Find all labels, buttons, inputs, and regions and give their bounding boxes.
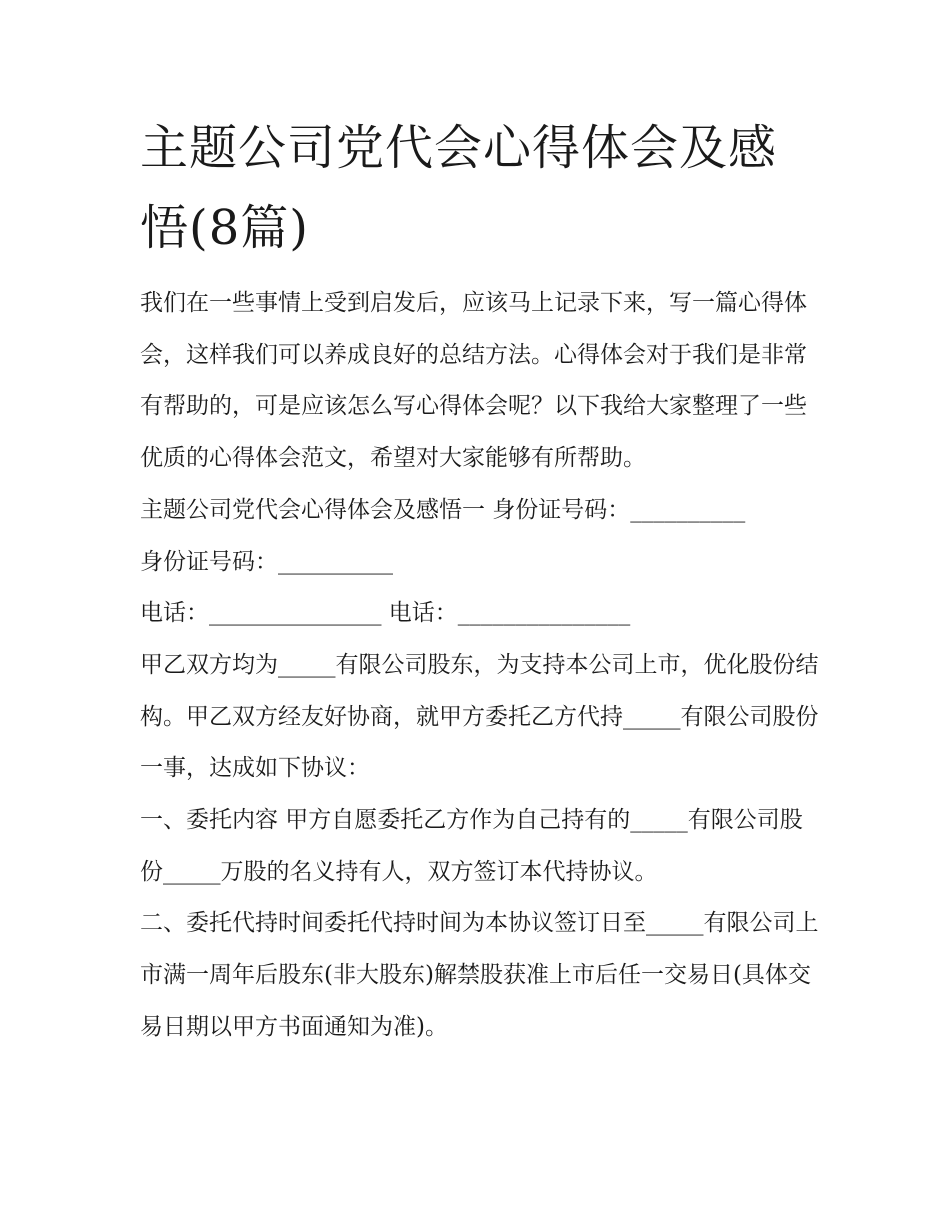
document-title: 主题公司党代会心得体会及感悟(8篇)	[140, 120, 778, 256]
document-body	[140, 278, 820, 1054]
clause-two-paragraph: 二、委托代持时间委托代持时间为本协议签订日至_____有限公司上市满一周年后股东(非大股东)解禁股获准上市后任一交易日(具体交易日期以甲方书面通知为准)。	[140, 910, 819, 1040]
section-one-heading-id-line: 主题公司党代会心得体会及感悟一 身份证号码：__________	[140, 496, 746, 523]
phone-line: 电话：_______________ 电话：_______________	[140, 600, 631, 627]
parties-paragraph: 甲乙双方均为_____有限公司股东，为支持本公司上市，优化股份结构。甲乙双方经友好协商，就甲方委托乙方代持_____有限公司股份一事，达成如下协议：	[140, 651, 819, 782]
id-number-line: 身份证号码：__________	[140, 548, 393, 575]
intro-paragraph: 我们在一些事情上受到启发后，应该马上记录下来，写一篇心得体会，这样我们可以养成良好的总结方法。心得体会对于我们是非常有帮助的，可是应该怎么写心得体会呢？以下我给大家整理了一些优质的心得体会范文，希望对大家能够有所帮助。	[140, 290, 807, 472]
clause-one-paragraph: 一、委托内容 甲方自愿委托乙方作为自己持有的_____有限公司股份_____万股的名义持有人，双方签订本代持协议。	[140, 807, 803, 885]
